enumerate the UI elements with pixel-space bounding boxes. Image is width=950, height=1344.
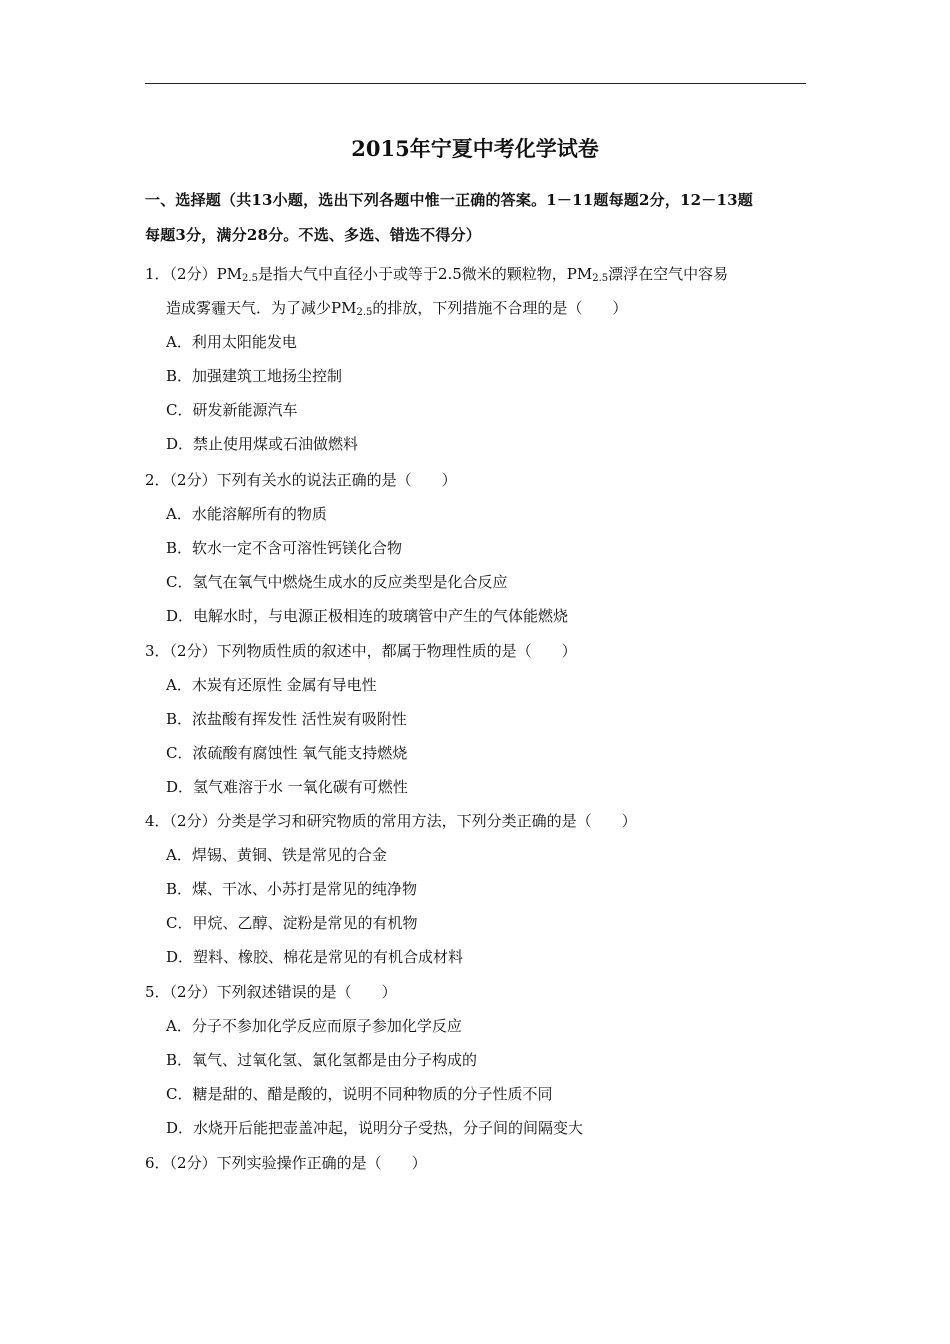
option-d: D．塑料、橡胶、棉花是常见的有机合成材料 [166,948,464,966]
question-4 [145,804,810,974]
option-a: A．木炭有还原性 金属有导电性 [166,676,377,694]
question-2 [145,463,810,633]
question-4-stem: 4．（2分）分类是学习和研究物质的常用方法，下列分类正确的是（ ） [145,812,637,830]
option-d: D．禁止使用煤或石油做燃料 [166,435,359,453]
question-3-stem: 3．（2分）下列物质性质的叙述中，都属于物理性质的是（ ） [145,642,577,660]
question-5 [145,975,810,1145]
option-c: C．研发新能源汽车 [166,401,298,419]
question-3 [145,634,810,804]
option-b: B．浓盐酸有挥发性 活性炭有吸附性 [166,710,407,728]
option-b: B．软水一定不含可溶性钙镁化合物 [166,539,403,557]
question-6-stem: 6．（2分）下列实验操作正确的是（ ） [145,1154,427,1172]
option-d: D．水烧开后能把壶盖冲起，说明分子受热，分子间的间隔变大 [166,1119,584,1137]
question-1-text-part: 造成雾霾天气．为了减少PM [166,299,357,317]
question-1-text-part: 的排放，下列措施不合理的是（ ） [372,299,628,317]
pm-subscript: 2.5 [242,273,258,284]
header-rule [145,83,806,84]
option-b: B．煤、干冰、小苏打是常见的纯净物 [166,880,418,898]
question-2-stem: 2．（2分）下列有关水的说法正确的是（ ） [145,471,457,489]
option-a: A．分子不参加化学反应而原子参加化学反应 [166,1017,462,1035]
option-b: B．氧气、过氧化氢、氯化氢都是由分子构成的 [166,1051,478,1069]
option-b: B．加强建筑工地扬尘控制 [166,367,343,385]
option-a: A．焊锡、黄铜、铁是常见的合金 [166,846,387,864]
question-1-text-part: 是指大气中直径小于或等于2.5微米的颗粒物，PM [257,265,593,283]
question-5-stem: 5．（2分）下列叙述错误的是（ ） [145,983,397,1001]
question-1-points: （2分） [169,265,217,283]
page-title: 2015年宁夏中考化学试卷 [351,136,599,161]
question-1-text-part: 漂浮在空气中容易 [608,265,729,283]
pm-subscript: 2.5 [592,273,609,284]
question-1 [145,257,810,461]
option-a: A．水能溶解所有的物质 [166,505,327,523]
pm-subscript: 2.5 [356,307,373,318]
question-1-stem-line-2 [145,291,810,325]
section-heading-line-2: 每题3分，满分28分。不选、多选、错选不得分） [145,226,481,244]
option-c: C．浓硫酸有腐蚀性 氧气能支持燃烧 [166,744,408,762]
option-a: A．利用太阳能发电 [166,333,297,351]
pm-label: PM [216,265,243,283]
option-d: D．电解水时，与电源正极相连的玻璃管中产生的气体能燃烧 [166,607,569,625]
section-heading-line-1: 一、选择题（共13小题，选出下列各题中惟一正确的答案。1－11题每题2分，12－13题 [145,191,753,209]
section-heading [145,183,810,253]
option-c: C．甲烷、乙醇、淀粉是常见的有机物 [166,914,418,932]
option-c: C．糖是甜的、醋是酸的，说明不同种物质的分子性质不同 [166,1085,553,1103]
option-d: D．氢气难溶于水 一氧化碳有可燃性 [166,778,408,796]
question-6 [145,1146,810,1180]
question-1-stem-line-1 [145,257,810,291]
option-c: C．氢气在氧气中燃烧生成水的反应类型是化合反应 [166,573,508,591]
question-1-number: 1． [145,265,170,283]
